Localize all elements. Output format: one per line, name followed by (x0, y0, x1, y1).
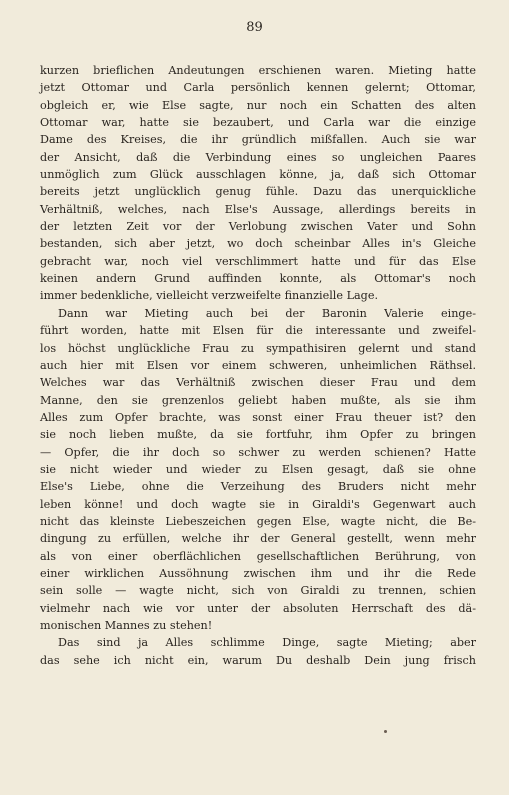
text-line: als von einer oberflächlichen gesellschaftlichen Berührung, von (40, 549, 476, 563)
text-line: gebracht war, noch viel verschlimmert hatte und für das Else (40, 254, 476, 268)
text-line: monischen Mannes zu stehen! (40, 619, 213, 632)
text-line: der letzten Zeit vor der Verlobung zwischen Vater und Sohn (40, 220, 476, 234)
text-line: bestanden, sich aber jetzt, wo doch scheinbar Alles in's Gleiche (40, 237, 476, 251)
text-line: sie noch lieben mußte, da sie fortfuhr, ihm Opfer zu bringen (40, 428, 476, 442)
text-line: Ottomar war, hatte sie bezaubert, und Carla war die einzige (40, 116, 476, 130)
text-line: Dann war Mieting auch bei der Baronin Valerie einge- (58, 306, 476, 320)
text-line: jetzt Ottomar und Carla persönlich kennen gelernt; Ottomar, (40, 81, 476, 95)
page-number: 89 (246, 20, 263, 35)
text-line: Manne, den sie grenzenlos geliebt haben mußte, als sie ihm (40, 393, 476, 407)
text-line: sein solle — wagte nicht, sich von Giraldi zu trennen, schien (40, 584, 476, 598)
text-line: auch hier mit Elsen vor einem schweren, unheimlichen Räthsel. (40, 358, 476, 372)
text-line: sie nicht wieder und wieder zu Elsen gesagt, daß sie ohne (40, 462, 476, 476)
body-text (40, 62, 476, 669)
text-line: der Ansicht, daß die Verbindung eines so ungleichen Paares (40, 150, 476, 164)
text-line: keinen andern Grund auffinden konnte, als Ottomar's noch (40, 272, 476, 286)
text-line: bereits jetzt unglücklich genug fühle. Dazu das unerquickliche (40, 185, 476, 199)
text-line: Verhältniß, welches, nach Else's Aussage, allerdings bereits in (40, 202, 476, 216)
text-line: dingung zu erfüllen, welche ihr der General gestellt, wenn mehr (40, 532, 476, 546)
text-line: vielmehr nach wie vor unter der absoluten Herrschaft des dä- (40, 601, 476, 615)
text-line: Alles zum Opfer brachte, was sonst einer Frau theuer ist? den (40, 410, 476, 424)
text-line: Else's Liebe, ohne die Verzeihung des Bruders nicht mehr (40, 480, 476, 494)
text-line: los höchst unglückliche Frau zu sympathisiren gelernt und stand (40, 341, 476, 355)
text-line: kurzen brieflichen Andeutungen erschienen waren. Mieting hatte (40, 64, 476, 77)
text-line: immer bedenkliche, vielleicht verzweifelte finanzielle Lage. (40, 289, 379, 303)
text-line: nicht das kleinste Liebeszeichen gegen Else, wagte nicht, die Be- (40, 514, 476, 528)
text-line: unmöglich zum Glück ausschlagen könne, ja, daß sich Ottomar (40, 168, 476, 182)
text-line: obgleich er, wie Else sagte, nur noch ein Schatten des alten (40, 98, 476, 112)
text-line: einer wirklichen Aussöhnung zwischen ihm und ihr die Rede (40, 566, 476, 580)
ink-spot (384, 730, 387, 733)
text-line: leben könne! und doch wagte sie in Giraldi's Gegenwart auch (40, 497, 476, 511)
text-line: Dame des Kreises, die ihr gründlich mißfallen. Auch sie war (40, 133, 476, 147)
text-line: führt worden, hatte mit Elsen für die interessante und zweifel- (40, 324, 476, 338)
text-line: Welches war das Verhältniß zwischen dieser Frau und dem (40, 376, 476, 390)
text-line: das sehe ich nicht ein, warum Du deshalb Dein jung frisch (40, 653, 476, 667)
text-line: — Opfer, die ihr doch so schwer zu werden schienen? Hatte (40, 445, 476, 459)
text-line: Das sind ja Alles schlimme Dinge, sagte Mieting; aber (58, 636, 476, 650)
